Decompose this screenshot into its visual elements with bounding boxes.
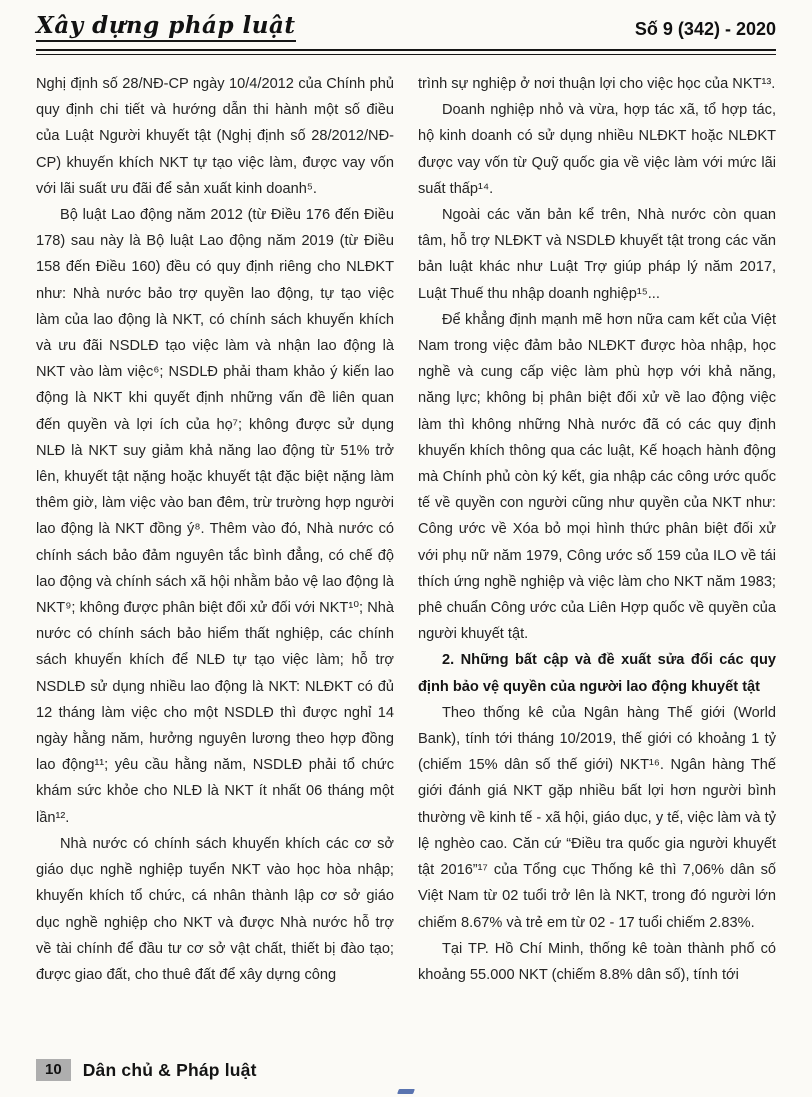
paragraph: Để khẳng định mạnh mẽ hơn nữa cam kết của Việt Nam trong việc đảm bảo NLĐKT được hòa nhập, học nghề và cung cấp việc làm phù hợp với khả năng, năng lực; không bị phân biệt đối xử về lao động việc làm thì không những Nhà nước đã có các quy định khuyến khích thông qua các luật, Kế hoạch hành động mà Chính phủ còn ký kết, gia nhập các công ước quốc tế về quyền con người cũng như quyền của NKT như: Công ước về Xóa bỏ mọi hình thức phân biệt đối xử với phụ nữ năm 1979, Công ước số 159 của ILO về tái thích ứng nghề nghiệp và việc làm cho NKT năm 1983; phê chuẩn Công ước của Liên Hợp quốc về quyền của người khuyết tật. (418, 311, 776, 643)
paragraph: Bộ luật Lao động năm 2012 (từ Điều 176 đến Điều 178) sau này là Bộ luật Lao động năm 2019 (từ Điều 158 đến Điều 160) đều có quy định riêng cho NLĐKT như: Nhà nước bảo trợ quyền lao động, tự tạo việc làm của lao động là NKT, có chính sách khuyến khích và ưu đãi NSDLĐ tạo việc làm và nhận lao động là NKT vào làm việc⁶; NSDLĐ phải tham khảo ý kiến lao động là NKT khi quyết định những vấn đề liên quan đến quyền và lợi ích của họ⁷; không được sử dụng NLĐ là NKT suy giảm khả năng lao động từ 51% trở lên, khuyết tật nặng hoặc khuyết tật đặc biệt nặng làm thêm giờ, làm việc vào ban đêm, trừ trường hợp người lao động là NKT đồng ý⁸. Thêm vào đó, Nhà nước có chính sách bảo đảm nguyên tắc bình đẳng, có chế độ lao động và chính sách xã hội nhằm bảo vệ lao động là NKT⁹; không được phân biệt đối xử đối với NKT¹⁰; Nhà nước có chính sách bảo hiểm thất nghiệp, các chính sách khuyến khích để NLĐ tự tạo việc làm; hỗ trợ NSDLĐ sử dụng nhiều lao động là NKT: NLĐKT có đủ 12 tháng làm việc cho một NSDLĐ thì được nghỉ 14 ngày hằng năm, hưởng nguyên lương theo hợp đồng lao động¹¹; yêu cầu hằng năm, NSDLĐ phải tổ chức khám sức khỏe cho NLĐ là NKT ít nhất 06 tháng một lần¹². (36, 207, 394, 826)
left-column (36, 71, 394, 1050)
paragraph: Tại TP. Hồ Chí Minh, thống kê toàn thành phố có khoảng 55.000 NKT (chiếm 8.8% dân số), tính tới (418, 940, 776, 983)
paragraph: Ngoài các văn bản kể trên, Nhà nước còn quan tâm, hỗ trợ NLĐKT và NSDLĐ khuyết tật trong các văn bản luật khác như Luật Trợ giúp pháp lý năm 2017, Luật Thuế thu nhập doanh nghiệp¹⁵... (418, 207, 776, 302)
article-body (36, 71, 776, 1050)
page-number: 10 (36, 1059, 71, 1081)
paragraph: Doanh nghiệp nhỏ và vừa, hợp tác xã, tổ hợp tác, hộ kinh doanh có sử dụng nhiều NLĐKT hoặc NLĐKT được vay vốn từ Quỹ quốc gia về việc làm với mức lãi suất thấp¹⁴. (418, 102, 776, 197)
section-heading: 2. Những bất cập và đề xuất sửa đổi các quy định bảo vệ quyền của người lao động khuyết tật (418, 652, 776, 695)
right-column (418, 71, 776, 1050)
paragraph: Nghị định số 28/NĐ-CP ngày 10/4/2012 của Chính phủ quy định chi tiết và hướng dẫn thi hành một số điều của Luật Người khuyết tật (Nghị định số 28/2012/NĐ-CP) khuyến khích NKT tự tạo việc làm, được vay vốn với lãi suất ưu đãi để sản xuất kinh doanh⁵. (36, 76, 394, 197)
paragraph: Theo thống kê của Ngân hàng Thế giới (World Bank), tính tới tháng 10/2019, thế giới có khoảng 1 tỷ (chiếm 15% dân số thế giới) NKT¹⁶. Ngân hàng Thế giới đánh giá NKT gặp nhiều bất lợi hơn người bình thường về kinh tế - xã hội, giáo dục, y tế, việc làm và tỷ lệ nghèo cao. Căn cứ “Điều tra quốc gia người khuyết tật 2016”¹⁷ của Tổng cục Thống kê thì 7,06% dân số Việt Nam từ 02 tuổi trở lên là NKT, trong đó người lớn chiếm 8.67% và trẻ em từ 02 - 17 tuổi chiếm 2.83%. (418, 704, 776, 931)
paragraph: Nhà nước có chính sách khuyến khích các cơ sở giáo dục nghề nghiệp tuyển NKT vào học hòa nhập; khuyến khích tổ chức, cá nhân thành lập cơ sở giáo dục nghề nghiệp cho NKT và được Nhà nước hỗ trợ về tài chính để đầu tư cơ sở vật chất, thiết bị đào tạo; được giao đất, cho thuê đất để xây dựng công (36, 835, 394, 983)
issue-number: Số 9 (342) - 2020 (634, 19, 776, 39)
header-rule (36, 49, 776, 55)
page-header (36, 12, 776, 49)
journal-name: Dân chủ & Pháp luật (82, 1059, 257, 1080)
section-title: Xây dựng pháp luật (36, 12, 296, 42)
paragraph: trình sự nghiệp ở nơi thuận lợi cho việc học của NKT¹³. (418, 76, 776, 92)
scan-artifact (397, 1089, 415, 1094)
